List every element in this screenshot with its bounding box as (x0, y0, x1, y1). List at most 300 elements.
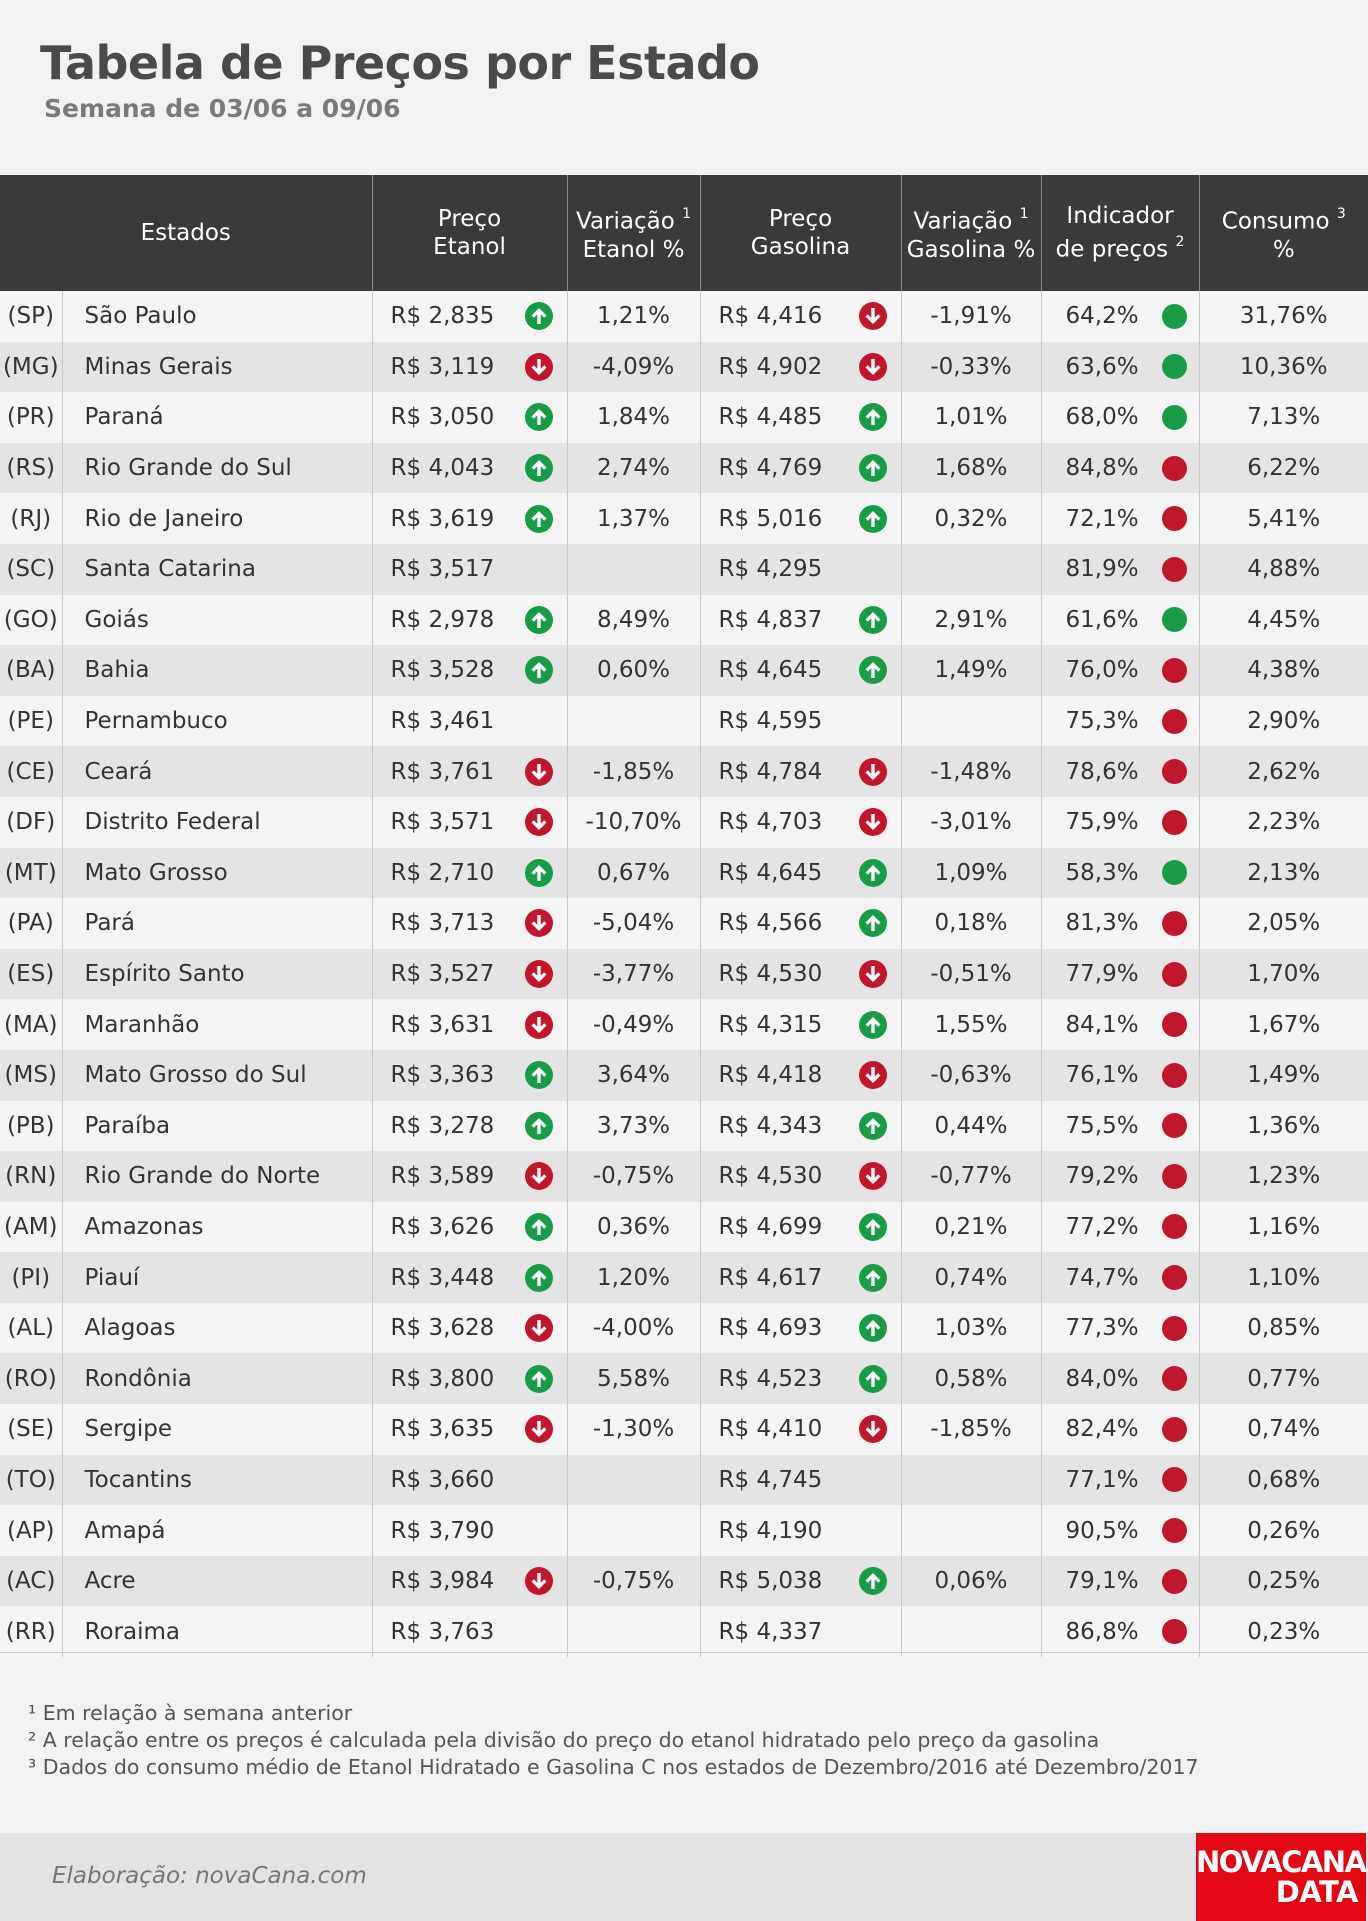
price-indicator: 77,9% (1065, 961, 1139, 988)
price-indicator-cell (1041, 595, 1199, 646)
state-name: Amapá (62, 1505, 372, 1556)
state-code: (SE) (0, 1404, 62, 1455)
price-indicator: 75,9% (1065, 809, 1139, 836)
gasolina-variation: 0,18% (901, 898, 1041, 949)
state-code: (PE) (0, 696, 62, 747)
etanol-variation: -4,09% (567, 342, 700, 393)
etanol-variation: 0,36% (567, 1202, 700, 1253)
gasolina-price-cell (700, 1151, 901, 1202)
arrow-down-circle-icon (525, 1314, 553, 1342)
state-name: Pará (62, 898, 372, 949)
etanol-variation: -0,49% (567, 999, 700, 1050)
gasolina-price-cell (700, 1252, 901, 1303)
arrow-up-circle-icon (525, 505, 553, 533)
etanol-price-cell (372, 443, 567, 494)
arrow-down-circle-icon (859, 808, 887, 836)
gasolina-price-cell (700, 848, 901, 899)
gasolina-variation: 0,44% (901, 1101, 1041, 1152)
state-code: (ES) (0, 949, 62, 1000)
gasolina-price-cell (700, 1455, 901, 1506)
table-row (0, 291, 1368, 342)
table-row (0, 1606, 1368, 1657)
status-dot-icon (1162, 759, 1187, 784)
novacana-data-logo (1196, 1833, 1366, 1921)
etanol-variation: -0,75% (567, 1556, 700, 1607)
price-indicator: 78,6% (1065, 758, 1139, 785)
etanol-price: R$ 3,635 (390, 1416, 495, 1443)
arrow-down-circle-icon (859, 1061, 887, 1089)
etanol-price-cell (372, 1202, 567, 1253)
table-row (0, 848, 1368, 899)
etanol-variation: -1,85% (567, 746, 700, 797)
etanol-price: R$ 3,589 (390, 1163, 495, 1190)
state-code: (MT) (0, 848, 62, 899)
arrow-up-circle-icon (525, 302, 553, 330)
etanol-price: R$ 3,626 (390, 1213, 495, 1240)
price-indicator: 82,4% (1065, 1416, 1139, 1443)
table-row (0, 443, 1368, 494)
state-code: (RJ) (0, 493, 62, 544)
header-preco-etanol: Preço Etanol (372, 175, 567, 291)
status-dot-icon (1162, 405, 1187, 430)
price-indicator: 61,6% (1065, 606, 1139, 633)
price-indicator: 79,2% (1065, 1163, 1139, 1190)
price-indicator-cell (1041, 1151, 1199, 1202)
header-indicador: Indicador de preços $^2$ (1041, 175, 1199, 291)
price-indicator: 84,8% (1065, 455, 1139, 482)
price-indicator: 90,5% (1065, 1517, 1139, 1544)
gasolina-variation: 2,91% (901, 595, 1041, 646)
etanol-price-cell (372, 342, 567, 393)
etanol-price: R$ 3,517 (390, 556, 495, 583)
state-name: Mato Grosso do Sul (62, 1050, 372, 1101)
etanol-price: R$ 3,984 (390, 1568, 495, 1595)
gasolina-variation: 0,74% (901, 1252, 1041, 1303)
price-indicator-cell (1041, 1202, 1199, 1253)
etanol-price: R$ 3,119 (390, 353, 495, 380)
state-name: Rio Grande do Norte (62, 1151, 372, 1202)
arrow-down-circle-icon (525, 1415, 553, 1443)
consumption: 0,68% (1247, 1466, 1321, 1493)
price-indicator-cell (1041, 797, 1199, 848)
table-row (0, 1101, 1368, 1152)
etanol-variation: 3,73% (567, 1101, 700, 1152)
gasolina-price: R$ 4,784 (718, 758, 823, 785)
table-row (0, 1202, 1368, 1253)
state-name: Paraná (62, 392, 372, 443)
etanol-price: R$ 3,631 (390, 1011, 495, 1038)
gasolina-price: R$ 4,699 (718, 1213, 823, 1240)
state-code: (PA) (0, 898, 62, 949)
gasolina-price: R$ 4,410 (718, 1416, 823, 1443)
gasolina-variation: 0,06% (901, 1556, 1041, 1607)
etanol-price-cell (372, 1101, 567, 1152)
etanol-price-cell (372, 1252, 567, 1303)
consumption: 5,41% (1247, 505, 1321, 532)
gasolina-price: R$ 4,769 (718, 455, 823, 482)
price-indicator-cell (1041, 1455, 1199, 1506)
consumption: 1,16% (1247, 1213, 1321, 1240)
credit-text: Elaboração: novaCana.com (52, 1863, 367, 1889)
status-dot-icon (1162, 1316, 1187, 1341)
state-code: (AC) (0, 1556, 62, 1607)
price-indicator-cell (1041, 1050, 1199, 1101)
gasolina-price: R$ 5,016 (718, 505, 823, 532)
page-footer (0, 1833, 1368, 1921)
gasolina-price: R$ 4,693 (718, 1315, 823, 1342)
table-row (0, 1556, 1368, 1607)
gasolina-variation: -0,63% (901, 1050, 1041, 1101)
arrow-down-circle-icon (525, 758, 553, 786)
table-row (0, 746, 1368, 797)
state-name: Distrito Federal (62, 797, 372, 848)
price-indicator-cell (1041, 443, 1199, 494)
table-row (0, 1303, 1368, 1354)
arrow-down-circle-icon (525, 808, 553, 836)
etanol-price: R$ 3,628 (390, 1315, 495, 1342)
gasolina-price-cell (700, 1202, 901, 1253)
price-indicator-cell (1041, 1606, 1199, 1657)
etanol-price-cell (372, 898, 567, 949)
etanol-price: R$ 3,461 (390, 708, 495, 735)
etanol-variation (567, 544, 700, 595)
arrow-up-circle-icon (859, 1213, 887, 1241)
etanol-price: R$ 3,448 (390, 1264, 495, 1291)
etanol-price-cell (372, 848, 567, 899)
status-dot-icon (1162, 1366, 1187, 1391)
etanol-price-cell (372, 544, 567, 595)
consumption: 1,36% (1247, 1112, 1321, 1139)
consumption: 4,45% (1247, 606, 1321, 633)
table-header-row (0, 175, 1368, 291)
gasolina-price-cell (700, 645, 901, 696)
table-row (0, 1252, 1368, 1303)
consumption: 4,88% (1247, 556, 1321, 583)
status-dot-icon (1162, 607, 1187, 632)
price-indicator-cell (1041, 1303, 1199, 1354)
price-indicator: 68,0% (1065, 404, 1139, 431)
table-row (0, 1455, 1368, 1506)
etanol-variation: 1,20% (567, 1252, 700, 1303)
etanol-price: R$ 3,790 (390, 1517, 495, 1544)
price-indicator: 76,0% (1065, 657, 1139, 684)
etanol-variation: 5,58% (567, 1353, 700, 1404)
price-indicator-cell (1041, 342, 1199, 393)
consumption: 0,25% (1247, 1568, 1321, 1595)
logo-line-1: NOVACANA (1196, 1845, 1366, 1879)
table-row (0, 595, 1368, 646)
status-dot-icon (1162, 658, 1187, 683)
gasolina-variation: 0,32% (901, 493, 1041, 544)
etanol-price: R$ 3,800 (390, 1365, 495, 1392)
status-dot-icon (1162, 1619, 1187, 1644)
arrow-up-circle-icon (525, 454, 553, 482)
arrow-down-circle-icon (859, 960, 887, 988)
consumption: 7,13% (1247, 404, 1321, 431)
etanol-price: R$ 2,978 (390, 606, 495, 633)
gasolina-price-cell (700, 1606, 901, 1657)
table-bottom-divider (0, 1652, 1368, 1653)
etanol-variation: -5,04% (567, 898, 700, 949)
status-dot-icon (1162, 709, 1187, 734)
status-dot-icon (1162, 1012, 1187, 1037)
etanol-price-cell (372, 1303, 567, 1354)
gasolina-variation: -3,01% (901, 797, 1041, 848)
etanol-price: R$ 3,527 (390, 961, 495, 988)
arrow-down-circle-icon (859, 758, 887, 786)
gasolina-variation (901, 1606, 1041, 1657)
state-code: (MA) (0, 999, 62, 1050)
table-row (0, 696, 1368, 747)
status-dot-icon (1162, 1113, 1187, 1138)
gasolina-price-cell (700, 999, 901, 1050)
state-code: (AL) (0, 1303, 62, 1354)
arrow-up-circle-icon (859, 1314, 887, 1342)
etanol-price-cell (372, 1404, 567, 1455)
etanol-price: R$ 3,619 (390, 505, 495, 532)
etanol-price-cell (372, 493, 567, 544)
status-dot-icon (1162, 911, 1187, 936)
consumption: 2,13% (1247, 859, 1321, 886)
arrow-up-circle-icon (525, 859, 553, 887)
gasolina-price: R$ 4,295 (718, 556, 823, 583)
table-row (0, 797, 1368, 848)
table-row (0, 1505, 1368, 1556)
price-indicator: 77,2% (1065, 1213, 1139, 1240)
consumption: 1,67% (1247, 1011, 1321, 1038)
state-name: Amazonas (62, 1202, 372, 1253)
etanol-variation: 1,84% (567, 392, 700, 443)
gasolina-price: R$ 4,530 (718, 961, 823, 988)
gasolina-price-cell (700, 746, 901, 797)
state-code: (CE) (0, 746, 62, 797)
header-variacao-gasolina: Variação $^1$ Gasolina % (901, 175, 1041, 291)
logo-line-2: DATA (1275, 1875, 1358, 1909)
footnote-2: ² A relação entre os preços é calculada pela divisão do preço do etanol hidratado pelo preço da gasolina (28, 1728, 1100, 1752)
price-indicator-cell (1041, 848, 1199, 899)
arrow-up-circle-icon (859, 1365, 887, 1393)
state-code: (RR) (0, 1606, 62, 1657)
state-code: (PR) (0, 392, 62, 443)
state-code: (AP) (0, 1505, 62, 1556)
arrow-up-circle-icon (859, 1264, 887, 1292)
status-dot-icon (1162, 1164, 1187, 1189)
arrow-up-circle-icon (859, 1567, 887, 1595)
state-name: Roraima (62, 1606, 372, 1657)
consumption: 4,38% (1247, 657, 1321, 684)
state-code: (MG) (0, 342, 62, 393)
price-indicator: 79,1% (1065, 1568, 1139, 1595)
gasolina-variation: 0,58% (901, 1353, 1041, 1404)
arrow-up-circle-icon (525, 403, 553, 431)
etanol-variation: 3,64% (567, 1050, 700, 1101)
gasolina-price: R$ 4,566 (718, 910, 823, 937)
price-indicator-cell (1041, 493, 1199, 544)
footnote-1: ¹ Em relação à semana anterior (28, 1701, 353, 1725)
consumption: 0,26% (1247, 1517, 1321, 1544)
consumption: 2,23% (1247, 809, 1321, 836)
etanol-price-cell (372, 1556, 567, 1607)
state-name: Rio de Janeiro (62, 493, 372, 544)
gasolina-price: R$ 4,530 (718, 1163, 823, 1190)
state-name: Ceará (62, 746, 372, 797)
price-indicator: 63,6% (1065, 353, 1139, 380)
etanol-price-cell (372, 746, 567, 797)
gasolina-price: R$ 4,645 (718, 657, 823, 684)
etanol-price: R$ 3,363 (390, 1062, 495, 1089)
gasolina-price-cell (700, 696, 901, 747)
price-indicator: 76,1% (1065, 1062, 1139, 1089)
consumption: 0,74% (1247, 1416, 1321, 1443)
consumption: 0,77% (1247, 1365, 1321, 1392)
table-row (0, 544, 1368, 595)
state-name: Rio Grande do Sul (62, 443, 372, 494)
gasolina-price-cell (700, 1353, 901, 1404)
gasolina-price-cell (700, 342, 901, 393)
price-indicator-cell (1041, 746, 1199, 797)
etanol-variation: 1,21% (567, 291, 700, 342)
gasolina-price-cell (700, 1101, 901, 1152)
state-code: (MS) (0, 1050, 62, 1101)
price-indicator-cell (1041, 1252, 1199, 1303)
state-name: Acre (62, 1556, 372, 1607)
table-row (0, 493, 1368, 544)
state-name: Bahia (62, 645, 372, 696)
price-indicator: 75,5% (1065, 1112, 1139, 1139)
gasolina-price-cell (700, 949, 901, 1000)
arrow-up-circle-icon (859, 859, 887, 887)
status-dot-icon (1162, 506, 1187, 531)
etanol-price: R$ 3,763 (390, 1618, 495, 1645)
etanol-price-cell (372, 392, 567, 443)
gasolina-variation (901, 1505, 1041, 1556)
gasolina-variation: -0,77% (901, 1151, 1041, 1202)
status-dot-icon (1162, 962, 1187, 987)
price-indicator-cell (1041, 544, 1199, 595)
status-dot-icon (1162, 1467, 1187, 1492)
state-name: Goiás (62, 595, 372, 646)
price-indicator-cell (1041, 1101, 1199, 1152)
price-indicator-cell (1041, 949, 1199, 1000)
state-code: (RN) (0, 1151, 62, 1202)
table-row (0, 1353, 1368, 1404)
etanol-variation: -0,75% (567, 1151, 700, 1202)
gasolina-variation: -1,85% (901, 1404, 1041, 1455)
price-indicator: 84,1% (1065, 1011, 1139, 1038)
etanol-price-cell (372, 696, 567, 747)
state-name: Paraíba (62, 1101, 372, 1152)
arrow-up-circle-icon (525, 656, 553, 684)
state-name: Pernambuco (62, 696, 372, 747)
consumption: 2,62% (1247, 758, 1321, 785)
state-code: (DF) (0, 797, 62, 848)
price-indicator: 64,2% (1065, 303, 1139, 330)
price-indicator: 58,3% (1065, 859, 1139, 886)
consumption: 1,10% (1247, 1264, 1321, 1291)
etanol-price: R$ 3,278 (390, 1112, 495, 1139)
gasolina-price-cell (700, 1404, 901, 1455)
gasolina-variation: 1,09% (901, 848, 1041, 899)
table-row (0, 898, 1368, 949)
etanol-price: R$ 4,043 (390, 455, 495, 482)
state-code: (PB) (0, 1101, 62, 1152)
price-indicator-cell (1041, 392, 1199, 443)
gasolina-price-cell (700, 392, 901, 443)
table-row (0, 999, 1368, 1050)
price-indicator: 77,1% (1065, 1466, 1139, 1493)
arrow-up-circle-icon (525, 1213, 553, 1241)
table-row (0, 392, 1368, 443)
etanol-variation: 0,60% (567, 645, 700, 696)
arrow-up-circle-icon (859, 909, 887, 937)
arrow-down-circle-icon (859, 1415, 887, 1443)
page-subtitle: Semana de 03/06 a 09/06 (44, 94, 401, 123)
state-code: (BA) (0, 645, 62, 696)
arrow-down-circle-icon (525, 1162, 553, 1190)
state-code: (PI) (0, 1252, 62, 1303)
gasolina-price: R$ 4,617 (718, 1264, 823, 1291)
page-header (0, 0, 1368, 175)
gasolina-price: R$ 4,485 (718, 404, 823, 431)
table-row (0, 342, 1368, 393)
state-code: (SP) (0, 291, 62, 342)
arrow-down-circle-icon (859, 353, 887, 381)
state-name: Alagoas (62, 1303, 372, 1354)
header-preco-gasolina: Preço Gasolina (700, 175, 901, 291)
arrow-down-circle-icon (525, 960, 553, 988)
status-dot-icon (1162, 456, 1187, 481)
gasolina-price-cell (700, 1050, 901, 1101)
gasolina-variation: -0,33% (901, 342, 1041, 393)
arrow-up-circle-icon (525, 1112, 553, 1140)
etanol-price-cell (372, 291, 567, 342)
gasolina-price-cell (700, 1556, 901, 1607)
etanol-variation (567, 1606, 700, 1657)
state-code: (RS) (0, 443, 62, 494)
etanol-price: R$ 3,761 (390, 758, 495, 785)
status-dot-icon (1162, 860, 1187, 885)
price-indicator: 81,3% (1065, 910, 1139, 937)
arrow-up-circle-icon (525, 606, 553, 634)
state-name: Mato Grosso (62, 848, 372, 899)
gasolina-price: R$ 5,038 (718, 1568, 823, 1595)
gasolina-variation: 1,55% (901, 999, 1041, 1050)
status-dot-icon (1162, 354, 1187, 379)
arrow-up-circle-icon (859, 505, 887, 533)
consumption: 0,85% (1247, 1315, 1321, 1342)
etanol-price-cell (372, 1151, 567, 1202)
arrow-up-circle-icon (859, 656, 887, 684)
gasolina-price: R$ 4,416 (718, 303, 823, 330)
state-name: Espírito Santo (62, 949, 372, 1000)
etanol-variation (567, 1505, 700, 1556)
gasolina-price-cell (700, 291, 901, 342)
gasolina-variation (901, 696, 1041, 747)
gasolina-variation (901, 1455, 1041, 1506)
price-indicator-cell (1041, 898, 1199, 949)
gasolina-variation: 1,68% (901, 443, 1041, 494)
table-body (0, 291, 1368, 1657)
table-row (0, 949, 1368, 1000)
state-name: Piauí (62, 1252, 372, 1303)
header-estados: Estados (0, 175, 372, 291)
arrow-up-circle-icon (525, 1264, 553, 1292)
arrow-up-circle-icon (859, 1011, 887, 1039)
etanol-variation: 1,37% (567, 493, 700, 544)
arrow-down-circle-icon (525, 909, 553, 937)
footnote-3: ³ Dados do consumo médio de Etanol Hidratado e Gasolina C nos estados de Dezembro/2016 até Dezembro/2017 (28, 1755, 1199, 1779)
etanol-price: R$ 2,710 (390, 859, 495, 886)
